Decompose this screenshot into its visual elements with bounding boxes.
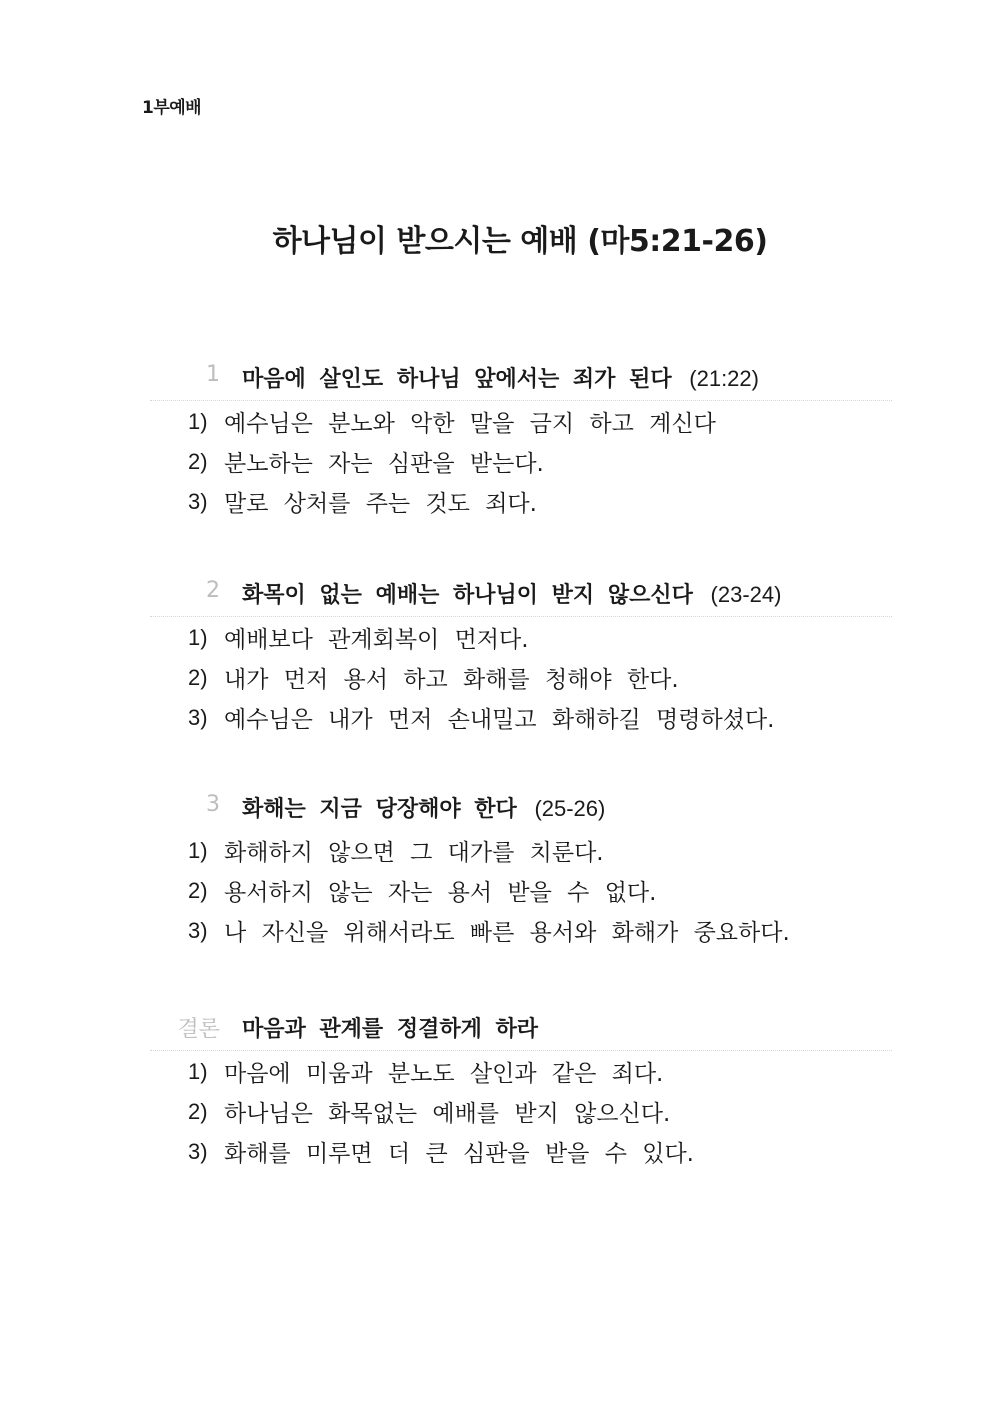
section-header <box>150 1006 892 1051</box>
point-text: 나 자신을 위해서라도 빠른 용서와 화해가 중요하다. <box>224 920 790 946</box>
list-item <box>150 697 892 737</box>
point-number: 2) <box>188 449 208 474</box>
point-list <box>150 617 892 737</box>
point-text: 예수님은 분노와 악한 말을 금지 하고 계신다 <box>224 411 716 437</box>
point-text: 내가 먼저 용서 하고 화해를 청해야 한다. <box>224 667 679 693</box>
point-number: 3) <box>188 1139 208 1164</box>
list-item <box>150 401 892 441</box>
point-text: 화해하지 않으면 그 대가를 치룬다. <box>224 840 604 866</box>
sermon-title: 하나님이 받으시는 예배 (마5:21-26) <box>272 224 768 259</box>
point-list <box>150 1051 892 1171</box>
section-title <box>242 578 781 609</box>
point-text: 마음에 미움과 분노도 살인과 같은 죄다. <box>224 1061 664 1087</box>
point-text: 분노하는 자는 심판을 받는다. <box>224 451 544 477</box>
point-number: 1) <box>188 625 208 650</box>
service-label: 1부예배 <box>142 98 202 118</box>
point-text: 하나님은 화목없는 예배를 받지 않으신다. <box>224 1101 671 1127</box>
section-title <box>242 362 759 393</box>
list-item <box>150 617 892 657</box>
section-number: 결론 <box>177 1017 220 1042</box>
list-item <box>150 441 892 481</box>
point-number: 3) <box>188 918 208 943</box>
scripture-reference: (23-24) <box>710 582 782 607</box>
section-title-text: 화목이 없는 예배는 하나님이 받지 않으신다 <box>242 583 693 608</box>
list-item <box>150 1091 892 1131</box>
list-item <box>150 830 892 870</box>
section-header <box>150 786 892 830</box>
section-header <box>150 572 892 617</box>
point-text: 예배보다 관계회복이 먼저다. <box>224 627 529 653</box>
point-list <box>150 830 892 950</box>
section-title <box>242 792 605 823</box>
section-3 <box>150 786 892 950</box>
section-conclusion <box>150 1006 892 1171</box>
section-number: 1 <box>206 362 220 387</box>
section-title <box>242 1012 542 1043</box>
point-list <box>150 401 892 521</box>
section-title-text: 화해는 지금 당장해야 한다 <box>242 797 517 822</box>
point-text: 용서하지 않는 자는 용서 받을 수 없다. <box>224 880 657 906</box>
point-number: 2) <box>188 665 208 690</box>
list-item <box>150 870 892 910</box>
list-item <box>150 910 892 950</box>
point-text: 화해를 미루면 더 큰 심판을 받을 수 있다. <box>224 1141 694 1167</box>
list-item <box>150 657 892 697</box>
list-item <box>150 481 892 521</box>
section-title-text: 마음에 살인도 하나님 앞에서는 죄가 된다 <box>242 367 672 392</box>
point-text: 말로 상처를 주는 것도 죄다. <box>224 491 537 517</box>
point-number: 1) <box>188 1059 208 1084</box>
section-number: 3 <box>206 792 220 817</box>
section-title-text: 마음과 관계를 정결하게 하라 <box>242 1017 539 1042</box>
section-header <box>150 356 892 401</box>
point-number: 1) <box>188 409 208 434</box>
section-2 <box>150 572 892 737</box>
list-item <box>150 1051 892 1091</box>
point-number: 3) <box>188 489 208 514</box>
point-text: 예수님은 내가 먼저 손내밀고 화해하길 명령하셨다. <box>224 707 775 733</box>
scripture-reference: (25-26) <box>534 796 606 821</box>
section-number: 2 <box>206 578 220 603</box>
point-number: 1) <box>188 838 208 863</box>
point-number: 2) <box>188 878 208 903</box>
scripture-reference: (21:22) <box>689 366 759 391</box>
list-item <box>150 1131 892 1171</box>
section-1 <box>150 356 892 521</box>
point-number: 3) <box>188 705 208 730</box>
point-number: 2) <box>188 1099 208 1124</box>
